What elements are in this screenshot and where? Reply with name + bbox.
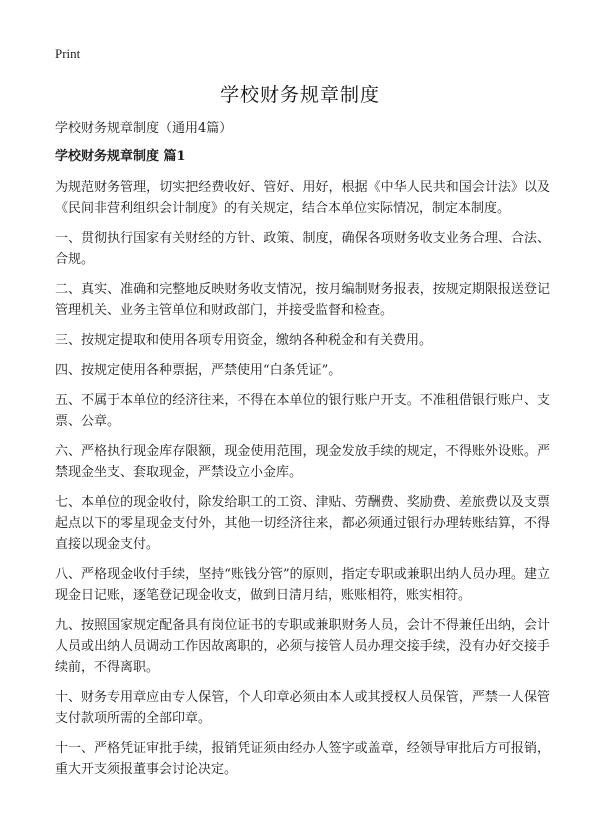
paragraph-rule-1: 一、贯彻执行国家有关财经的方针、政策、制度，确保各项财务收支业务合理、合法、合规。 — [55, 231, 550, 267]
paragraph-rule-7: 七、本单位的现金收付，除发给职工的工资、津贴、劳酬费、奖励费、差旅费以及支票起点以下的零星现金支付外，其他一切经济往来，都必须通过银行办理转账结算，不得直接以现金支付。 — [55, 495, 550, 552]
paragraph-rule-4: 四、按规定使用各种票据，严禁使用“白条凭证”。 — [55, 363, 342, 378]
paragraph-rule-6: 六、严格执行现金库存限额，现金使用范围，现金发放手续的规定，不得账外设账。严禁现金坐支、套取现金，严禁设立小金库。 — [55, 444, 550, 480]
paragraph-rule-11: 十一、严格凭证审批手续，报销凭证须由经办人签字或盖章，经领导审批后方可报销，重大开支须报董事会讨论决定。 — [55, 741, 550, 777]
paragraph-intro: 为规范财务管理，切实把经费收好、管好、用好，根据《中华人民共和国会计法》以及《民间非营利组织会计制度》的有关规定，结合本单位实际情况，制定本制度。 — [55, 180, 550, 216]
document-title: 学校财务规章制度 — [219, 84, 380, 106]
document-body — [55, 121, 550, 789]
paragraph-rule-10: 十、财务专用章应由专人保管，个人印章必须由本人或其授权人员保管，严禁一人保管支付款项所需的全部印章。 — [55, 690, 550, 726]
paragraph-rule-2: 二、真实、准确和完整地反映财务收支情况，按月编制财务报表，按规定期限报送登记管理机关、业务主管单位和财政部门，并接受监督和检查。 — [55, 282, 550, 318]
paragraph-rule-9: 九、按照国家规定配备具有岗位证书的专职或兼职财务人员，会计不得兼任出纳，会计人员或出纳人员调动工作因故离职的，必须与接管人员办理交接手续，没有办好交接手续前，不得离职。 — [55, 618, 550, 675]
paragraph-rule-5: 五、不属于本单位的经济往来，不得在本单位的银行账户开支。不准租借银行账户、支票、公章。 — [55, 393, 550, 429]
paragraph-rule-3: 三、按规定提取和使用各项专用资金，缴纳各种税金和有关费用。 — [55, 333, 433, 348]
print-link[interactable]: Print — [55, 46, 81, 61]
document-subtitle: 学校财务规章制度（通用4篇） — [55, 121, 233, 136]
paragraph-rule-8: 八、严格现金收付手续，坚持“账钱分管”的原则，指定专职或兼职出纳人员办理。建立现金日记账，逐笔登记现金收支，做到日清月结，账账相符，账实相符。 — [55, 567, 550, 603]
section-heading: 学校财务规章制度 篇1 — [55, 149, 186, 164]
